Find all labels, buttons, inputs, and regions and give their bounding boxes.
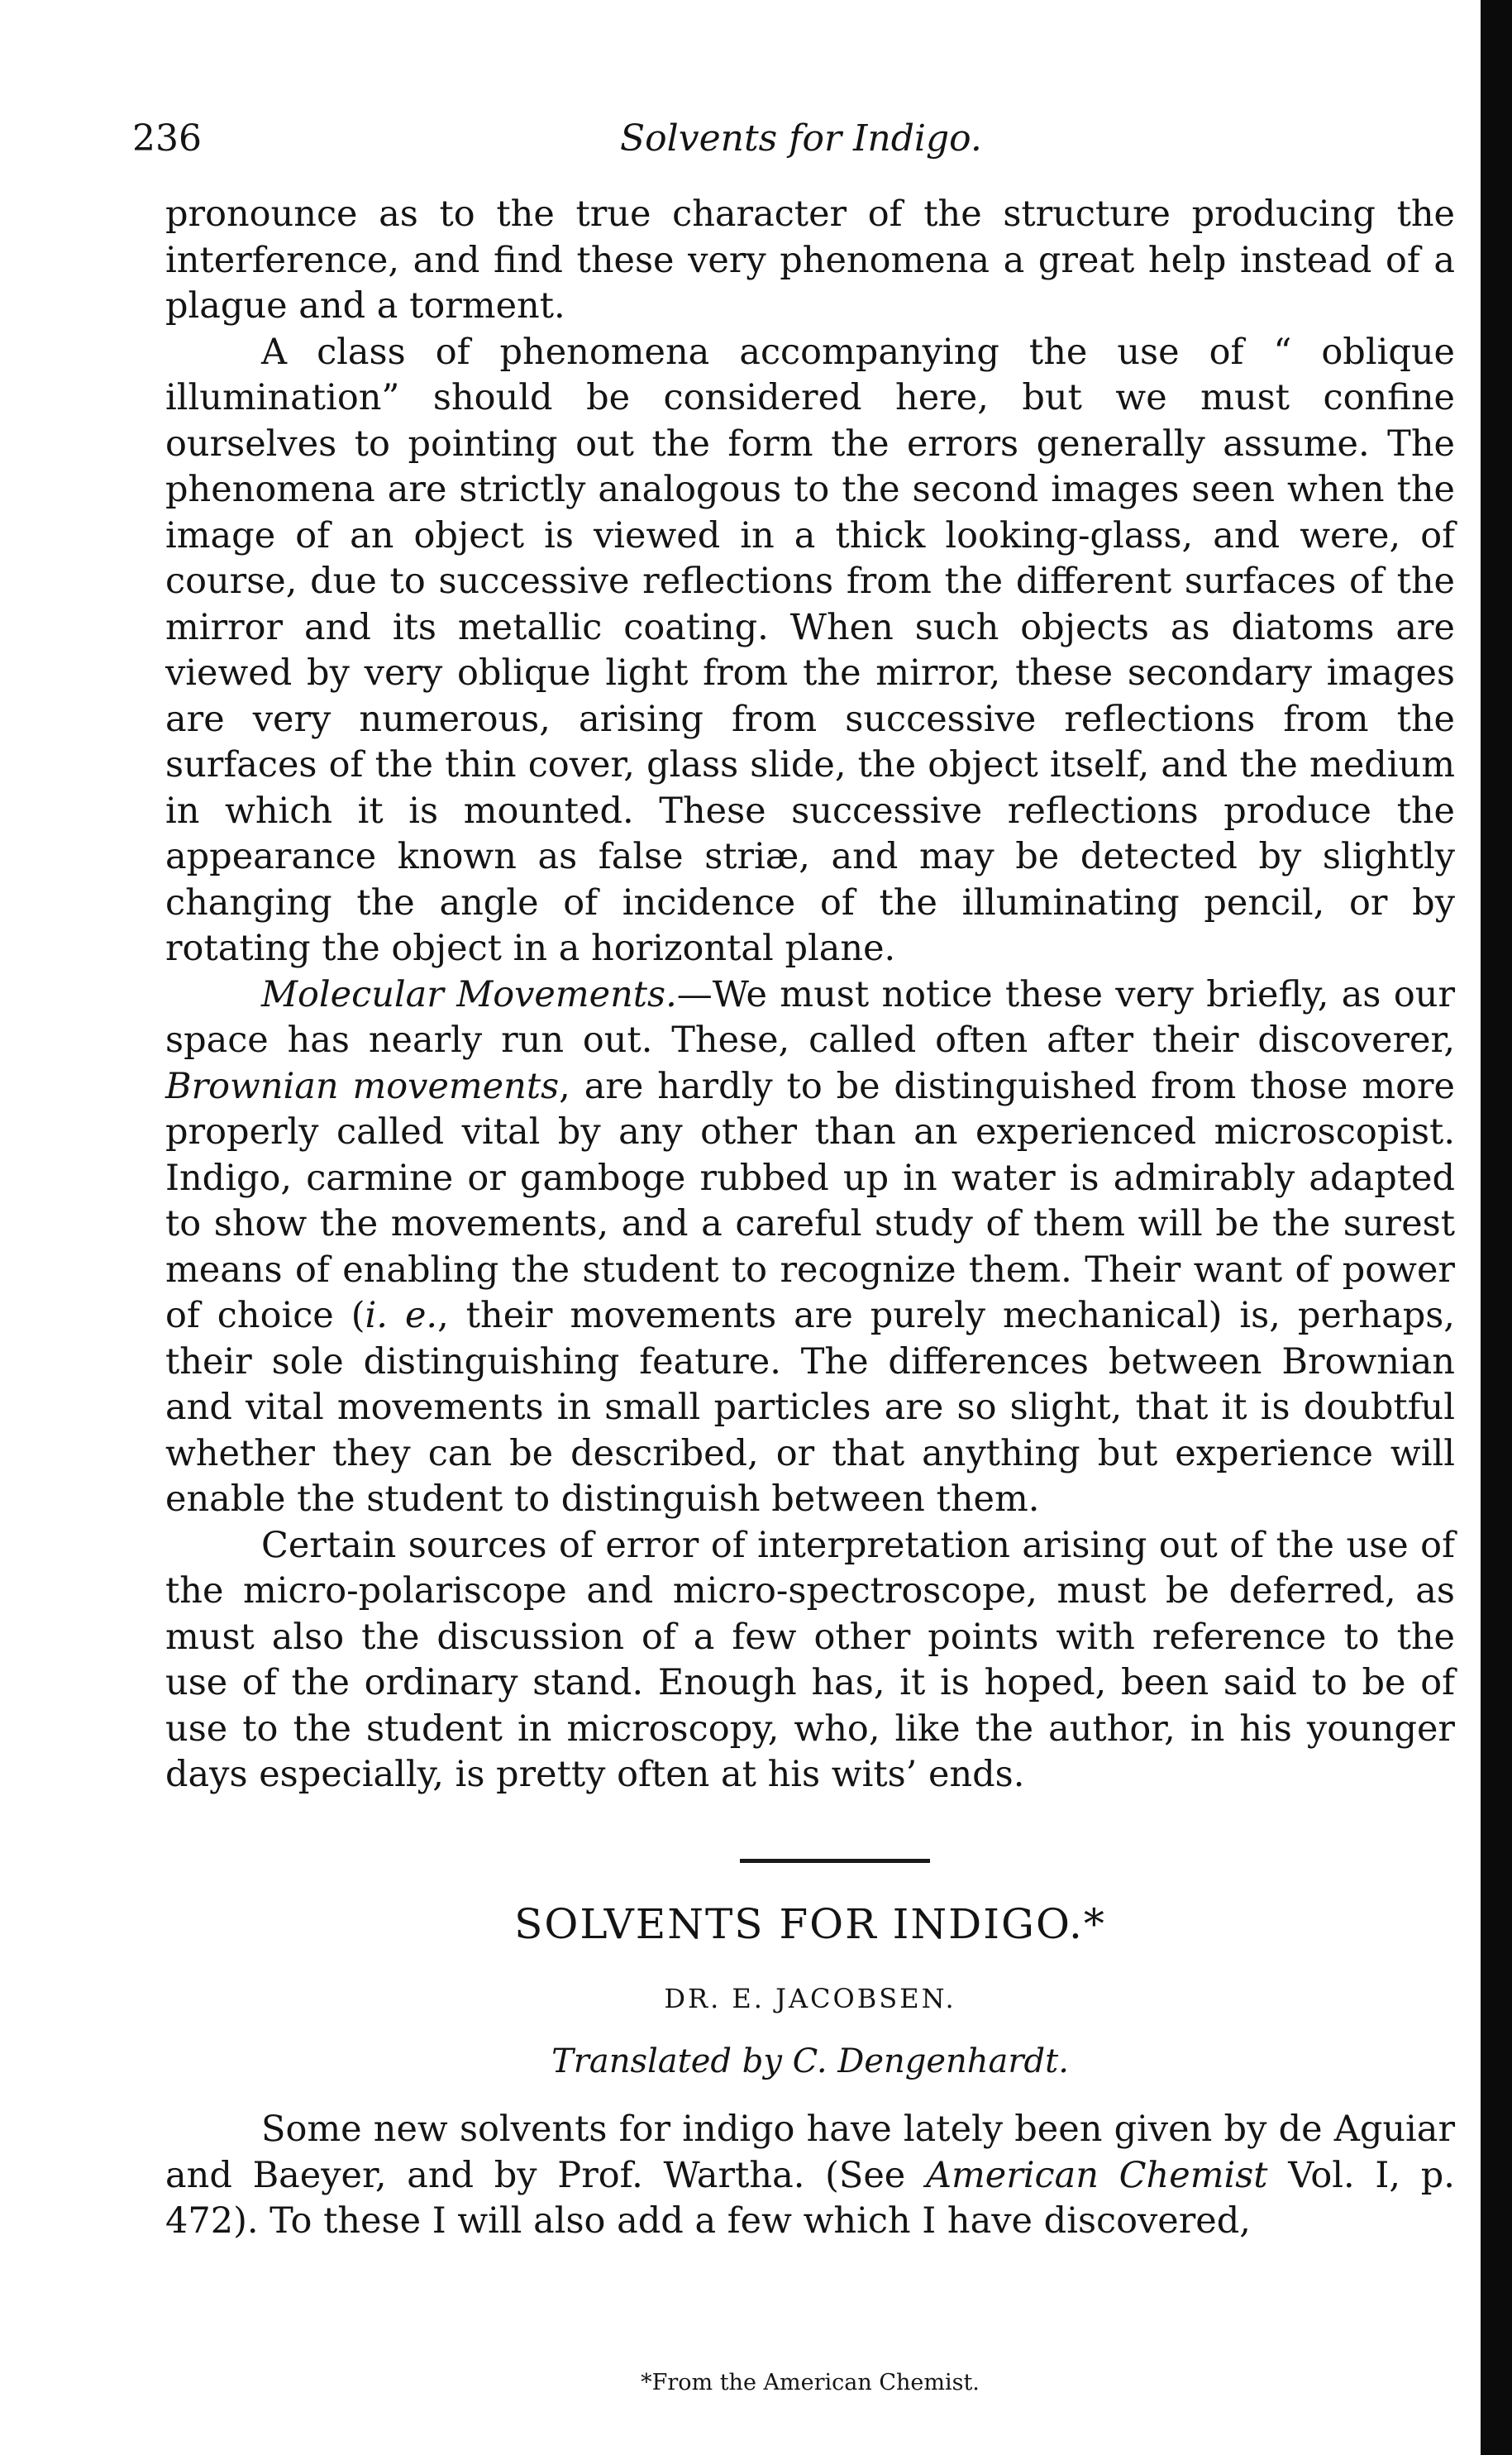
main-text: [165, 192, 1455, 1798]
page-number: 236: [132, 117, 202, 160]
italic-term: i. e.: [365, 1295, 438, 1336]
article-paragraph-1: [165, 2107, 1455, 2245]
section-divider: [740, 1859, 930, 1863]
page-header: [132, 114, 1207, 164]
section-heading-molecular-movements: Molecular Movements.: [261, 973, 677, 1015]
italic-term: Brownian movements: [165, 1065, 560, 1107]
article-translator: Translated by C. Dengenhardt.: [551, 2042, 1069, 2080]
paragraph-text: , are hardly to be distinguished from those more properly called vital by any other than an experienced microscopist. Indigo, carmine or gamboge rubbed up in water is admirably adapted to show the movements, and a careful study of them will be the surest means of enabling the student to recognize them. Their want of power of choice (: [165, 1065, 1455, 1336]
paragraph-text: Vol. I, p. 472). To these I will also add a few which I have discovered,: [165, 2154, 1455, 2242]
paragraph-text: Some new solvents for indigo have lately been given by de Aguiar and Baeyer, and by Prof. Wartha. (See: [165, 2109, 1455, 2196]
article-body: [165, 2107, 1455, 2245]
article-title: SOLVENTS FOR INDIGO.*: [514, 1900, 1106, 1948]
paragraph-molecular-movements: [165, 972, 1455, 1523]
paragraph-oblique-illumination: A class of phenomena accompanying the use of “ oblique illumination” should be considered here, but we must confine ourselves to pointing out the form the errors generally assume. The phenomena are strictly analogous to the second images seen when the image of an object is viewed in a thick looking-glass, and were, of course, due to successive reflections from the different surfaces of the mirror and its metallic coating. When such objects as diatoms are viewed by very oblique light from the mirror, these secondary images are very numerous, arising from successive reflections from the surfaces of the thin cover, glass slide, the object itself, and the medium in which it is mounted. These successive reflections produce the appearance known as false striæ, and may be detected by slightly changing the angle of incidence of the illuminating pencil, or by rotating the object in a horizontal plane.: [165, 331, 1455, 969]
article-author: DR. E. JACOBSEN.: [664, 1983, 956, 2014]
scan-edge-bar: [1481, 0, 1512, 2455]
running-title: Solvents for Indigo.: [620, 117, 982, 160]
journal-title: American Chemist: [925, 2154, 1268, 2196]
paragraph-1: pronounce as to the true character of the structure producing the interference, and find these very phenomena a great help instead of a plague and a torment.: [165, 193, 1455, 327]
footnote: *From the American Chemist.: [641, 2370, 980, 2395]
paragraph-sources-of-error: Certain sources of error of interpretation arising out of the use of the micro-polariscope and micro-spectroscope, must be deferred, as must also the discussion of a few other points with reference to the use of the ordinary stand. Enough has, it is hoped, been said to be of use to the student in microscopy, who, like the author, in his younger days especially, is pretty often at his wits’ ends.: [165, 1524, 1455, 1795]
paragraph-text: , their movements are purely mechanical) is, perhaps, their sole distinguishing feature. The differences between Brownian and vital movements in small particles are so slight, that it is doubtful whether they can be described, or that anything but experience will enable the student to distinguish between them.: [165, 1295, 1455, 1520]
paragraph-text: —We must notice these very briefly, as our space has nearly run out. These, called often after their discoverer,: [165, 973, 1456, 1061]
